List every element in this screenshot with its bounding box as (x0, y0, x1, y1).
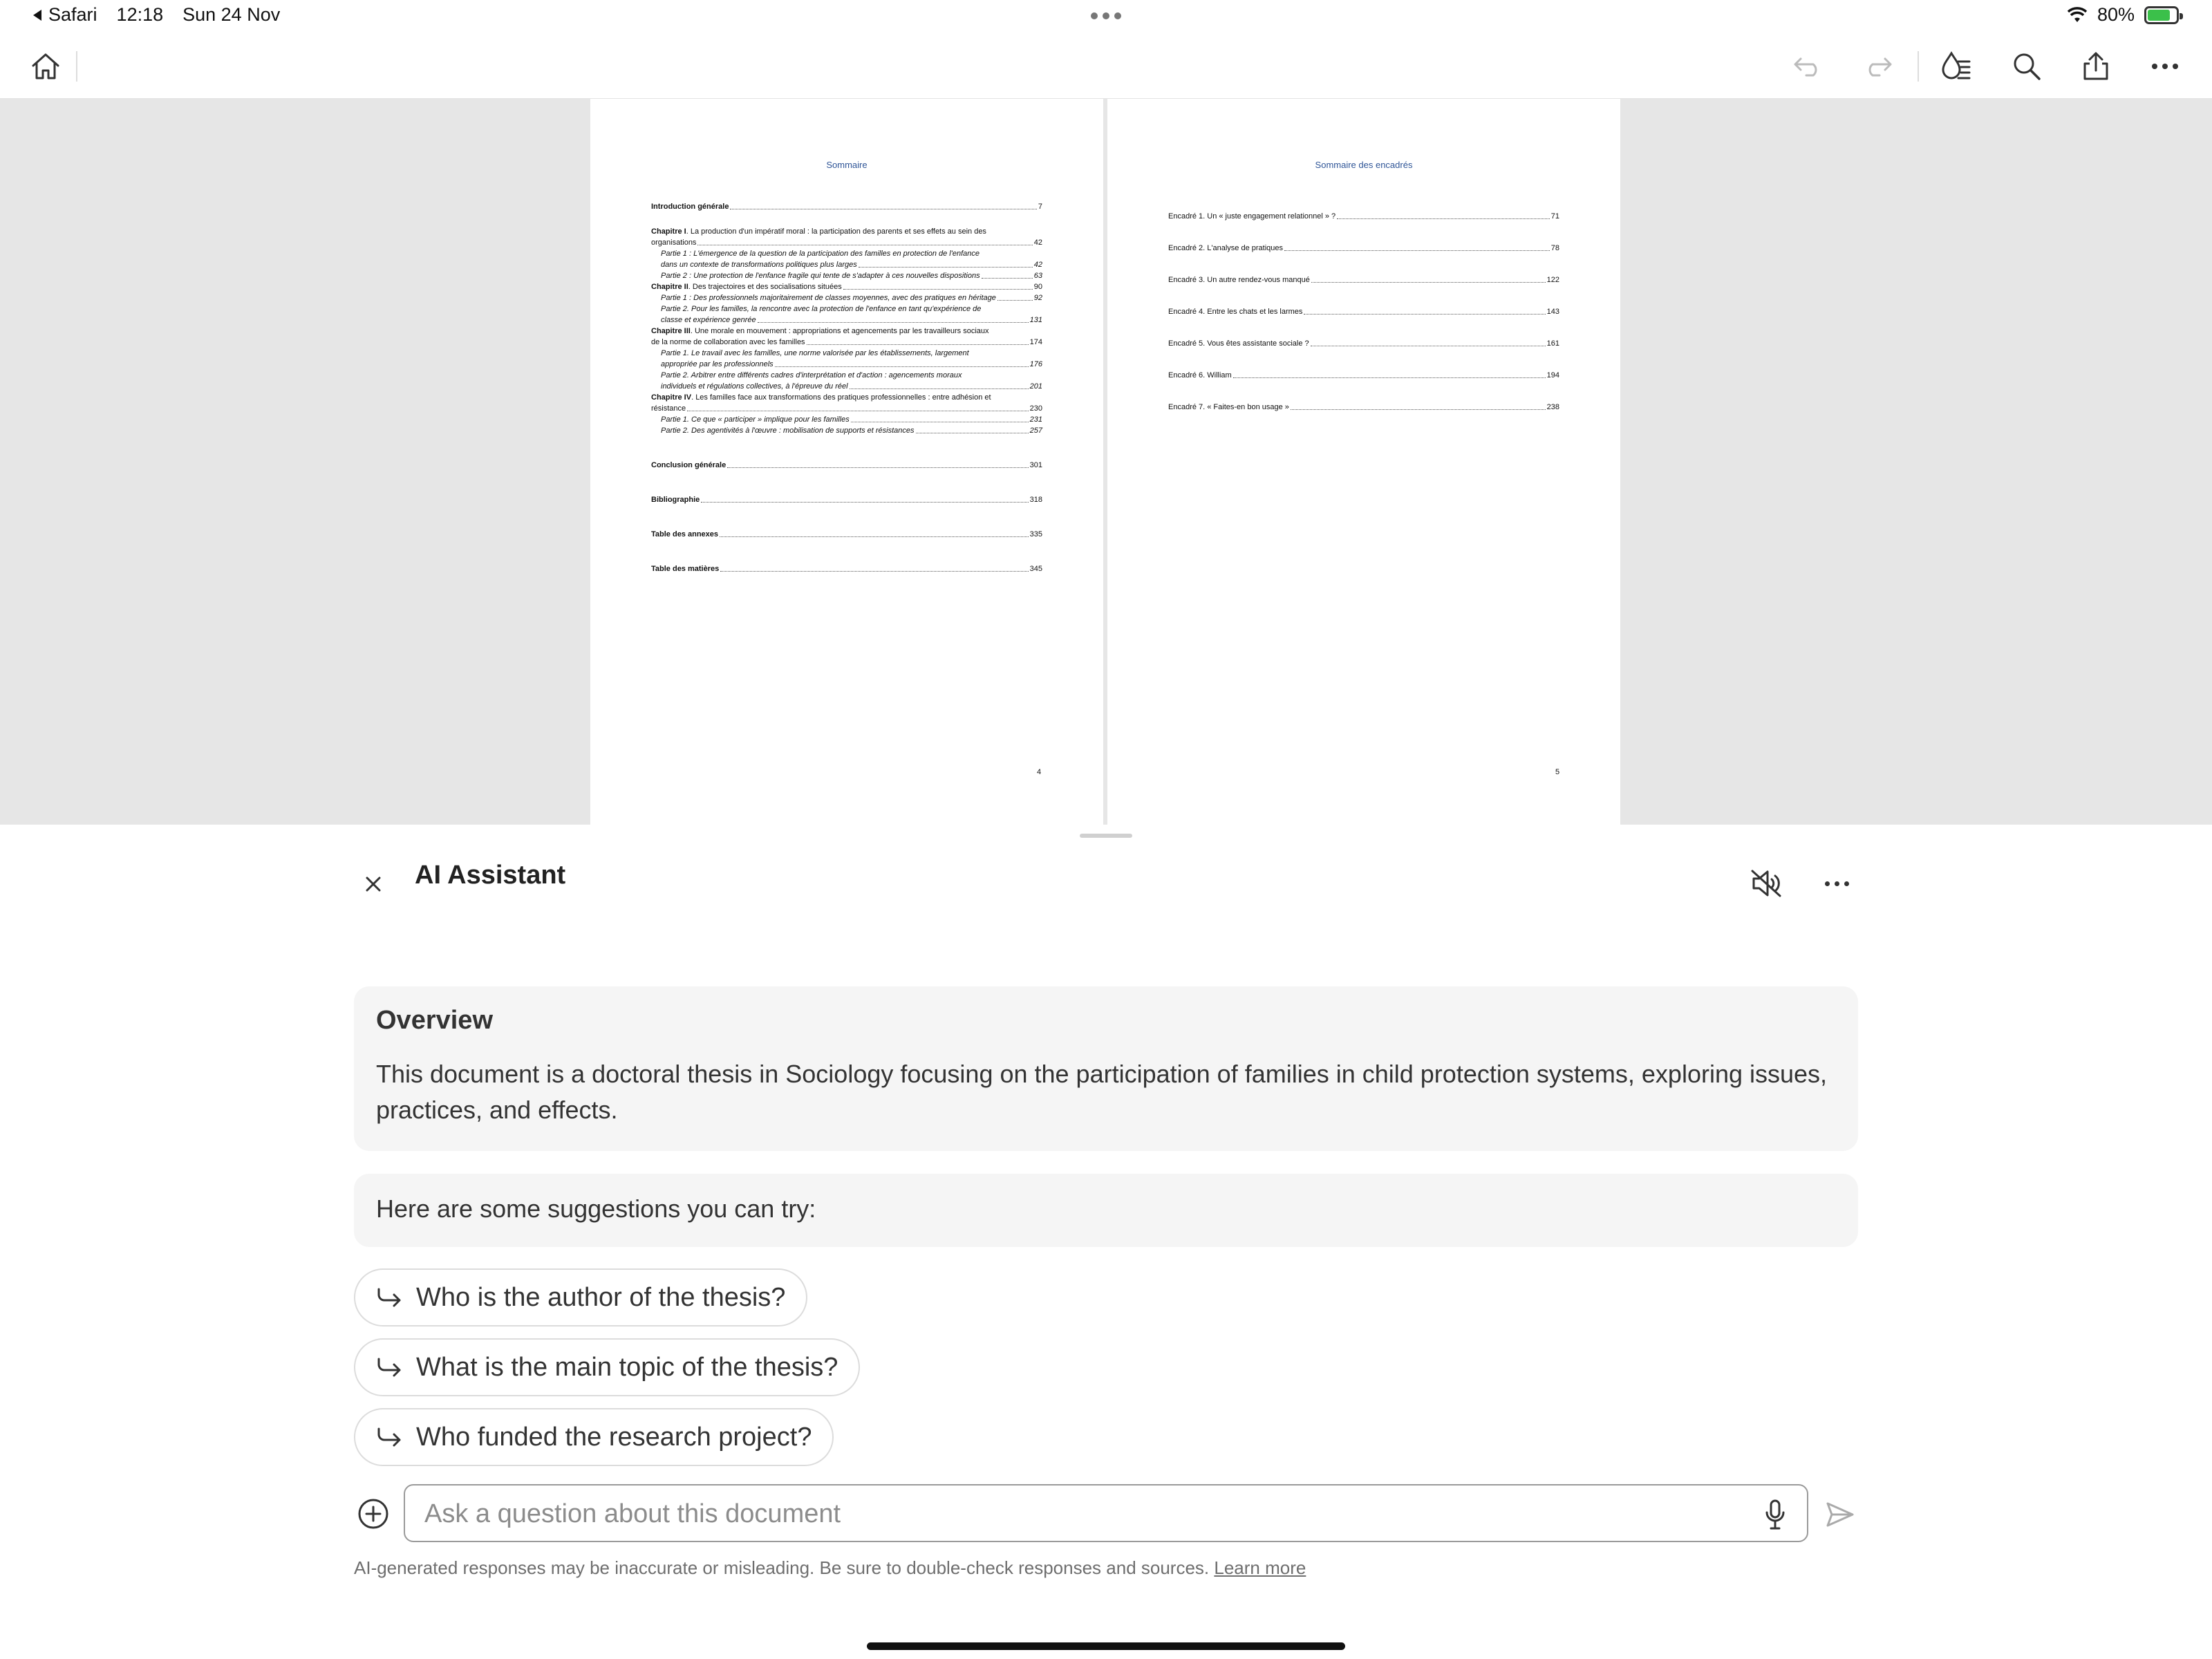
toc-entry[interactable] (651, 494, 1042, 505)
toc-entry[interactable] (651, 248, 1042, 270)
toolbar-divider (1918, 51, 1919, 82)
toc-entry-text: Partie 1 : L'émergence de la question de la participation des familles en protection de l'enfance (661, 250, 980, 258)
toc-entry[interactable] (651, 370, 1042, 392)
toc-entry[interactable] (651, 392, 1042, 414)
toc-entry-text: Encadré 7. « Faites-en bon usage » (1168, 403, 1289, 411)
ai-disclaimer (354, 1557, 1306, 1579)
ai-assistant-panel (0, 825, 2212, 1659)
toc-entry[interactable] (651, 563, 1042, 574)
more-icon (2151, 63, 2179, 70)
search-icon (2012, 52, 2041, 81)
toc-page-number: 201 (1029, 382, 1042, 391)
toc-entry-text: . Une morale en mouvement : appropriations et agencements par les travailleurs sociaux (690, 327, 989, 335)
toc-entry[interactable] (651, 414, 1042, 425)
microphone-button[interactable] (1761, 1498, 1789, 1531)
suggestion-label: Who is the author of the thesis? (416, 1282, 786, 1312)
toc-page-number: 194 (1546, 371, 1559, 379)
toc-entry[interactable] (651, 460, 1042, 471)
toc-page-number: 174 (1029, 338, 1042, 346)
dot-leader (775, 366, 1029, 367)
redo-icon (1862, 56, 1893, 77)
toc-page-number: 143 (1546, 308, 1559, 316)
toc-page-number: 92 (1033, 294, 1042, 302)
toolbar-divider (76, 51, 77, 82)
toc-spacer (651, 505, 1042, 529)
dot-leader (758, 322, 1029, 323)
toolbar (0, 35, 2212, 99)
toc-entry-text: Partie 2. Arbitrer entre différents cadres d'interprétation et d'action : agencements moraux (661, 371, 962, 379)
status-time: 12:18 (116, 4, 164, 25)
more-options-button[interactable] (2146, 47, 2184, 86)
toc-spacer (1168, 349, 1559, 370)
toc-entry[interactable] (651, 326, 1042, 348)
toc-page-number: 231 (1029, 415, 1042, 424)
toc-entry[interactable] (1168, 274, 1559, 285)
home-button[interactable] (26, 47, 65, 86)
plus-circle-icon (357, 1498, 389, 1530)
question-input[interactable] (424, 1495, 1724, 1533)
pdf-page-left[interactable] (590, 99, 1103, 825)
redo-button[interactable] (1858, 47, 1897, 86)
chapter-label: Chapitre III (651, 327, 691, 335)
send-button[interactable] (1821, 1495, 1859, 1534)
status-date: Sun 24 Nov (182, 4, 281, 25)
suggestion-label: Who funded the research project? (416, 1422, 812, 1452)
toc-page-number: 318 (1029, 496, 1042, 504)
status-left (32, 4, 280, 26)
mute-button[interactable] (1746, 863, 1786, 903)
panel-title: AI Assistant (415, 861, 566, 890)
dot-leader (1291, 409, 1546, 410)
toc-entry-text: Conclusion générale (651, 461, 727, 469)
toc-page-number: 63 (1033, 272, 1042, 280)
microphone-icon (1765, 1499, 1785, 1530)
undo-button[interactable] (1789, 47, 1828, 86)
toc-page-number: 131 (1029, 316, 1042, 324)
battery-percent: 80% (2097, 4, 2135, 25)
toc-spacer (651, 471, 1042, 494)
suggestion-label: What is the main topic of the thesis? (416, 1352, 838, 1382)
toc-entry-text: Partie 2 : Une protection de l'enfance fragile qui tente de s'adapter à ces nouvelles dispositions (661, 272, 980, 280)
toc-entry-text: Encadré 5. Vous êtes assistante sociale ? (1168, 339, 1309, 348)
page-number: 4 (1037, 768, 1042, 776)
toc-entry-text: Partie 1. Le travail avec les familles, une norme valorisée par les établissements, largement (661, 349, 969, 357)
suggestion-chip[interactable] (354, 1338, 860, 1396)
toc-entry[interactable] (651, 303, 1042, 326)
learn-more-link[interactable]: Learn more (1214, 1557, 1306, 1578)
chapter-label: Chapitre IV (651, 393, 692, 402)
toc-page-number: 71 (1550, 212, 1559, 221)
status-bar (0, 0, 2212, 35)
toc-entry-text: . Des trajectoires et des socialisations situées (688, 283, 842, 291)
question-input-box[interactable] (404, 1484, 1808, 1542)
dot-leader (727, 467, 1028, 468)
toc-page-number: 257 (1029, 427, 1042, 435)
toc-entry-text: de la norme de collaboration avec les familles (651, 338, 805, 346)
toc-page-number: 301 (1029, 461, 1042, 469)
toc-page-number: 42 (1033, 238, 1042, 247)
document-viewer[interactable] (0, 99, 2212, 825)
toc-entry-text: organisations (651, 238, 697, 247)
dot-leader (859, 267, 1033, 268)
toc-page-number: 176 (1029, 360, 1042, 368)
toc-entry-text: dans un contexte de transformations politiques plus larges (661, 261, 857, 269)
chapter-label: Chapitre I (651, 227, 686, 236)
toc-entry-text: résistance (651, 404, 686, 413)
toc-page-number: 78 (1550, 244, 1559, 252)
dot-leader (701, 502, 1028, 503)
multitasking-dots-icon[interactable] (1091, 12, 1121, 19)
overview-card (354, 986, 1858, 1151)
battery-icon (2144, 6, 2179, 24)
toc-entry-text: appropriée par les professionnels (661, 360, 774, 368)
page-number: 5 (1555, 768, 1560, 776)
toc-entry-text: Partie 2. Des agentivités à l'œuvre : mobilisation de supports et résistances (661, 427, 915, 435)
suggestion-chip[interactable] (354, 1408, 834, 1466)
toc-entry[interactable] (651, 281, 1042, 292)
toc-entry-text: . La production d'un impératif moral : la participation des parents et ses effets au sein des (686, 227, 986, 236)
toc-entry[interactable] (1168, 243, 1559, 254)
toc-entry[interactable] (1168, 306, 1559, 317)
reply-arrow-icon (376, 1356, 402, 1378)
toc-entry-text: Encadré 1. Un « juste engagement relationnel » ? (1168, 212, 1336, 221)
chapter-label: Chapitre II (651, 283, 688, 291)
toc-entry-text: Encadré 4. Entre les chats et les larmes (1168, 308, 1303, 316)
dot-leader (850, 388, 1029, 389)
close-button[interactable] (354, 865, 393, 903)
dot-leader (720, 536, 1029, 537)
toc-entry-text: classe et expérience genrée (661, 316, 756, 324)
dot-leader (1311, 282, 1546, 283)
back-to-app-link[interactable] (32, 4, 97, 26)
page-title: Sommaire (826, 160, 868, 170)
toc-page-number: 90 (1033, 283, 1042, 291)
share-icon (2081, 51, 2110, 82)
toc-page-number: 7 (1038, 203, 1042, 211)
send-icon (1825, 1501, 1855, 1528)
toc-spacer (1168, 285, 1559, 306)
toc-entry[interactable] (651, 425, 1042, 436)
toc-entry-text: Table des matières (651, 565, 720, 573)
reply-arrow-icon (376, 1286, 402, 1309)
dot-leader (1284, 250, 1550, 251)
reply-arrow-icon (376, 1426, 402, 1448)
toc-spacer (651, 212, 1042, 226)
overview-heading: Overview (376, 1006, 493, 1035)
toc-spacer (651, 540, 1042, 563)
toc-entry[interactable] (651, 348, 1042, 370)
toc-entry[interactable] (1168, 338, 1559, 349)
status-right (2067, 4, 2179, 26)
toc-page-number: 122 (1546, 276, 1559, 284)
dot-leader (1304, 314, 1545, 315)
toc-spacer (651, 436, 1042, 460)
undo-icon (1792, 56, 1824, 77)
toc-entry-text: Bibliographie (651, 496, 700, 504)
toc-entry[interactable] (1168, 402, 1559, 413)
toc-page-number: 345 (1029, 565, 1042, 573)
toc-entry[interactable] (651, 529, 1042, 540)
search-button[interactable] (2007, 47, 2046, 86)
dot-leader (982, 278, 1033, 279)
toc-entry-text: . Les familles face aux transformations des pratiques professionnelles : entre adhésion et (691, 393, 991, 402)
add-attachment-button[interactable] (357, 1497, 390, 1530)
toc-entry[interactable] (1168, 211, 1559, 222)
overview-text: This document is a doctoral thesis in Sociology focusing on the participation of families in child protection systems, exploring issues, practices, and effects. (376, 1060, 1828, 1124)
share-button[interactable] (2077, 47, 2115, 86)
wifi-icon (2067, 7, 2088, 24)
home-icon (30, 52, 61, 81)
dot-leader (807, 344, 1029, 345)
dot-leader (1233, 377, 1546, 378)
panel-resize-handle[interactable] (1080, 834, 1132, 838)
toc-entry-text: individuels et régulations collectives, à l'épreuve du réel (661, 382, 848, 391)
toc-spacer (1168, 254, 1559, 274)
home-indicator[interactable] (867, 1642, 1345, 1650)
panel-more-button[interactable] (1817, 863, 1857, 903)
toc-entry-text: Encadré 3. Un autre rendez-vous manqué (1168, 276, 1310, 284)
close-icon (365, 876, 382, 892)
back-triangle-icon (32, 9, 43, 21)
toc-spacer (1168, 381, 1559, 402)
toc-entry-text: Table des annexes (651, 530, 719, 538)
toc-spacer (1168, 222, 1559, 243)
boxes-contents-list (1168, 211, 1559, 413)
text-recognition-icon (1940, 50, 1972, 82)
toc-page-number: 230 (1029, 404, 1042, 413)
toc-entry[interactable] (651, 201, 1042, 212)
toc-entry[interactable] (1168, 370, 1559, 381)
toc-entry-text: Partie 1 : Des professionnels majoritairement de classes moyennes, avec des pratiques en héritage (661, 294, 996, 302)
toc-page-number: 238 (1546, 403, 1559, 411)
toc-entry-text: Partie 2. Pour les familles, la rencontre avec la protection de l'enfance en tant qu'expérience de (661, 305, 982, 313)
toc-page-number: 42 (1033, 261, 1042, 269)
toc-spacer (1168, 317, 1559, 338)
back-app-label: Safari (48, 4, 97, 25)
speaker-muted-icon (1750, 868, 1783, 899)
toc-entry[interactable] (651, 292, 1042, 303)
table-of-contents (651, 201, 1042, 574)
disclaimer-text: AI-generated responses may be inaccurate or misleading. Be sure to double-check responses and sources. (354, 1557, 1210, 1578)
toc-entry-text: Encadré 6. William (1168, 371, 1232, 379)
toc-entry-text: Encadré 2. L'analyse de pratiques (1168, 244, 1283, 252)
toc-entry-text: Introduction générale (651, 203, 729, 211)
dot-leader (720, 571, 1028, 572)
toc-page-number: 161 (1546, 339, 1559, 348)
toc-entry[interactable] (651, 226, 1042, 248)
pdf-page-right[interactable] (1107, 99, 1620, 825)
toc-page-number: 335 (1029, 530, 1042, 538)
suggestions-intro: Here are some suggestions you can try: (376, 1194, 816, 1223)
suggestions-card (354, 1174, 1858, 1247)
page-title: Sommaire des encadrés (1315, 160, 1413, 170)
toc-entry-text: Partie 1. Ce que « participer » implique pour les familles (661, 415, 850, 424)
dot-leader (997, 300, 1033, 301)
dot-leader (1337, 218, 1550, 219)
suggestion-chip[interactable] (354, 1268, 807, 1327)
dot-leader (843, 289, 1033, 290)
toc-entry[interactable] (651, 270, 1042, 281)
liquid-mode-button[interactable] (1937, 47, 1976, 86)
